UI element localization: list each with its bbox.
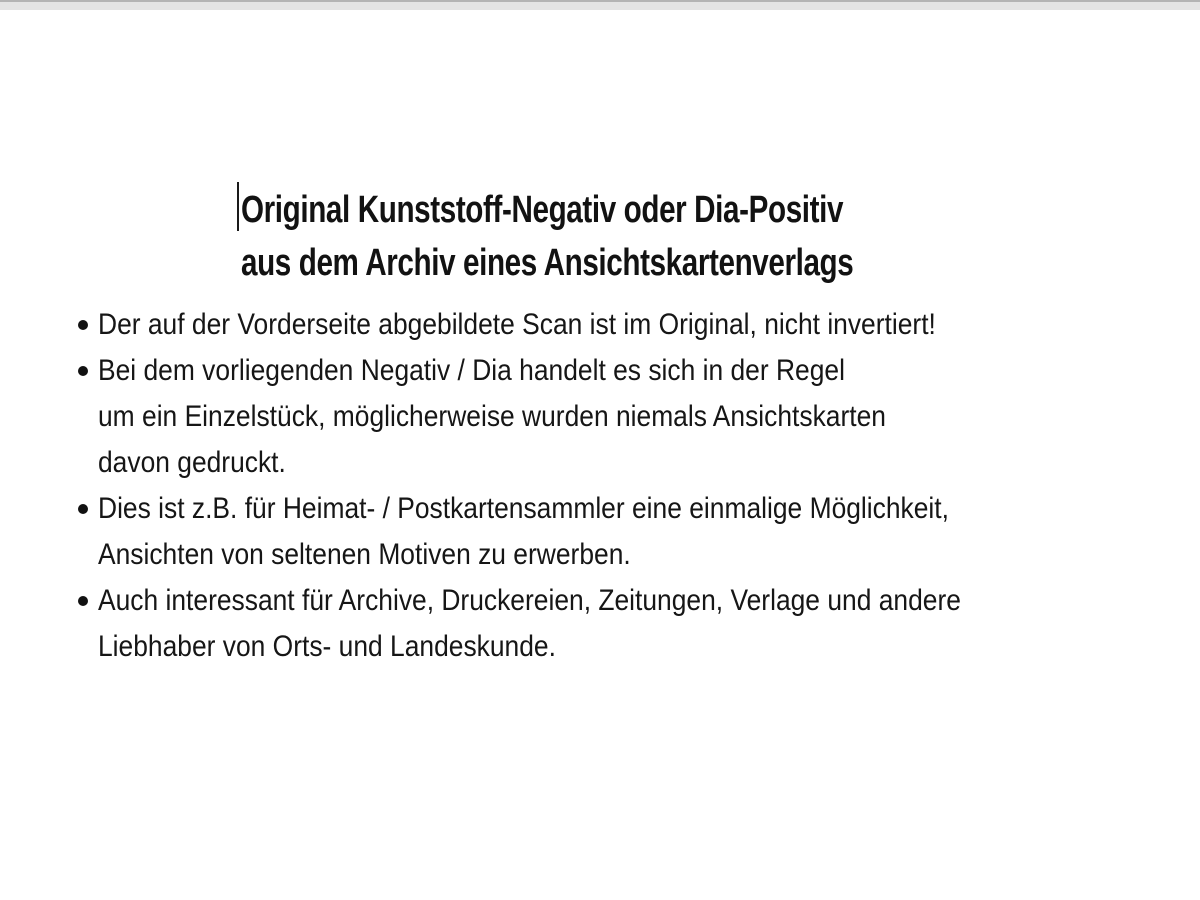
bullet-line: Liebhaber von Orts- und Landeskunde. [98, 630, 556, 663]
bullet-item-1 [0, 302, 1200, 348]
bullet-dot [78, 366, 88, 376]
bullet-line: Ansichten von seltenen Motiven zu erwerben. [98, 538, 631, 571]
bullet-item-2-continued [0, 440, 1200, 486]
text-cursor [237, 182, 239, 231]
bullet-item-4-continued [0, 624, 1200, 670]
bullet-line: Dies ist z.B. für Heimat- / Postkartensammler eine einmalige Möglichkeit, [98, 492, 949, 525]
bullet-line: um ein Einzelstück, möglicherweise wurden niemals Ansichtskarten [98, 400, 886, 433]
bullet-line: davon gedruckt. [98, 446, 286, 479]
bullet-item-4 [0, 578, 1200, 624]
bullet-line: Bei dem vorliegenden Negativ / Dia handelt es sich in der Regel [98, 354, 845, 387]
bullet-dot [78, 596, 88, 606]
bullet-dot [78, 504, 88, 514]
bullet-line: Der auf der Vorderseite abgebildete Scan ist im Original, nicht invertiert! [98, 308, 936, 341]
bullet-item-2-continued [0, 394, 1200, 440]
title-text-area[interactable] [241, 184, 1026, 290]
window-top-edge [0, 0, 1200, 10]
bullet-text-area[interactable] [0, 302, 1200, 670]
bullet-line: Auch interessant für Archive, Druckereien, Zeitungen, Verlage und andere [98, 584, 961, 617]
bullet-item-3 [0, 486, 1200, 532]
bullet-item-2 [0, 348, 1200, 394]
bullet-dot [78, 320, 88, 330]
bullet-item-3-continued [0, 532, 1200, 578]
title-line-1: Original Kunststoff-Negativ oder Dia-Positiv [241, 189, 844, 231]
title-line-2: aus dem Archiv eines Ansichtskartenverlags [241, 242, 854, 284]
